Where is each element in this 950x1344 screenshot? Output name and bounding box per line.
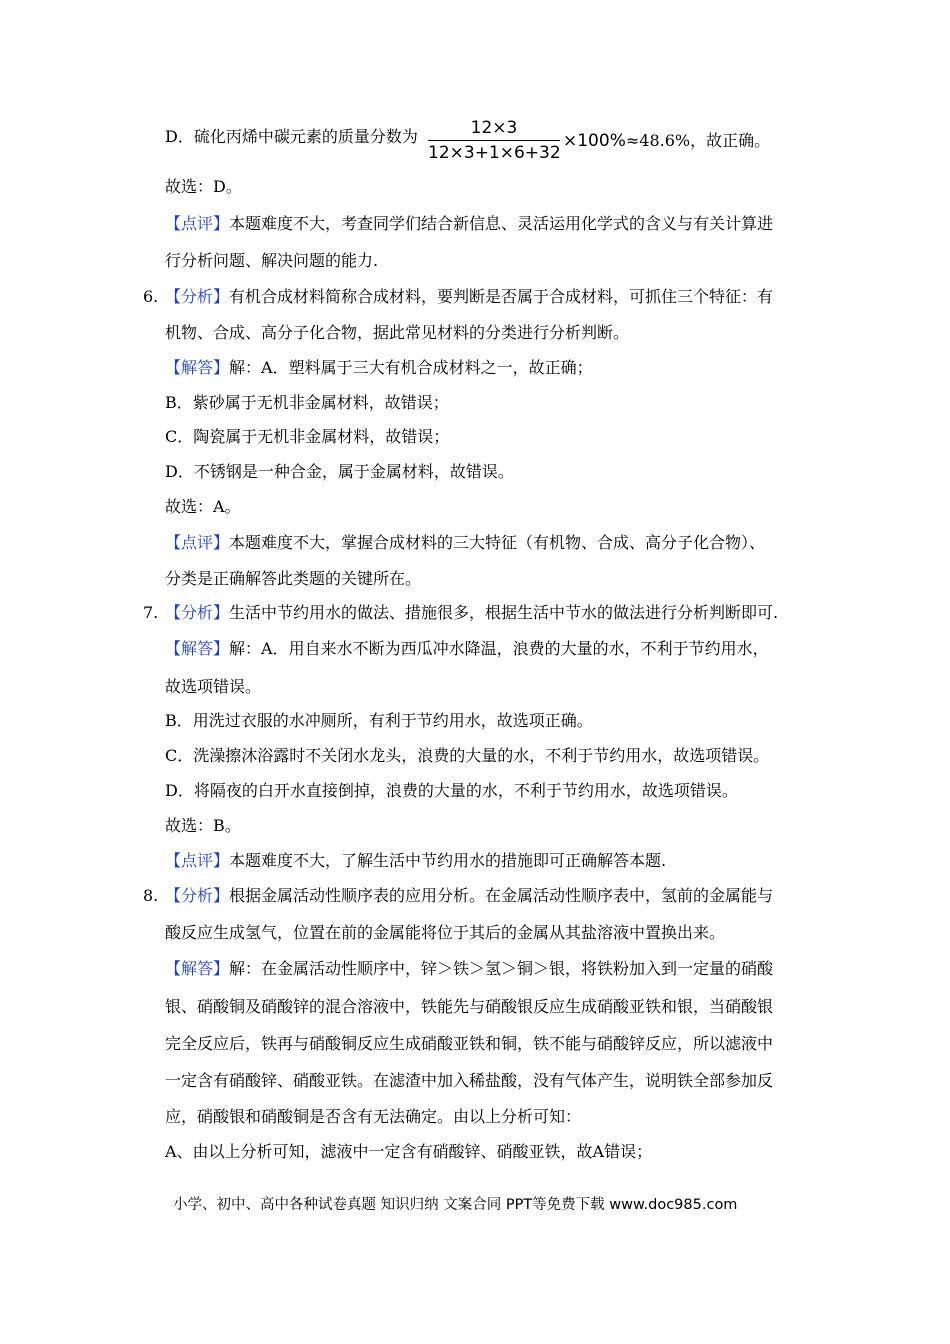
q6-choice: 故选：A。	[165, 497, 241, 516]
review-tag: 【点评】	[165, 851, 230, 870]
review-text: 本题难度不大，了解生活中节约用水的措施即可正确解答本题.	[229, 851, 667, 870]
q6-answer	[165, 358, 593, 378]
q8-answer-cont-2: 完全反应后，铁再与硝酸铜反应生成硝酸亚铁和铜，铁不能与硝酸锌反应，所以滤液中	[165, 1034, 774, 1053]
mass-fraction-formula	[428, 116, 560, 164]
q8-answer-cont-3: 一定含有硝酸锌、硝酸亚铁。在滤渣中加入稀盐酸，没有气体产生，说明铁全部参加反	[165, 1071, 774, 1090]
fraction-denominator: 12×3+1×6+32	[428, 143, 561, 163]
q7-analysis	[165, 603, 778, 623]
q7-answer	[165, 639, 769, 659]
q5-review	[165, 214, 773, 234]
q6-review	[165, 533, 765, 553]
q8-analysis	[165, 886, 773, 906]
q6-option-c: C．陶瓷属于无机非金属材料，故错误；	[165, 427, 450, 446]
percent-times: ×100%	[563, 131, 626, 151]
q7-option-b: B．用洗过衣服的水冲厕所，有利于节约用水，故选项正确。	[165, 711, 593, 730]
question-number-6: 6.	[143, 287, 159, 306]
q8-answer-cont-1: 银、硝酸铜及硝酸锌的混合溶液中，铁能先与硝酸银反应生成硝酸亚铁和银，当硝酸银	[165, 997, 774, 1016]
q6-analysis-cont: 机物、合成、高分子化合物，据此常见材料的分类进行分析判断。	[165, 323, 630, 342]
answer-tag: 【解答】	[165, 358, 230, 377]
q6-review-cont: 分类是正确解答此类题的关键所在。	[165, 569, 422, 588]
answer-tag: 【解答】	[165, 639, 230, 658]
analysis-tag: 【分析】	[165, 886, 230, 905]
answer-text: 解：A．塑料属于三大有机合成材料之一，故正确；	[229, 358, 593, 377]
review-tag: 【点评】	[165, 214, 230, 233]
q6-analysis	[165, 287, 773, 307]
q7-option-d: D．将隔夜的白开水直接倒掉，浪费的大量的水，不利于节约用水，故选项错误。	[165, 781, 738, 800]
review-text: 本题难度不大，考查同学们结合新信息、灵活运用化学式的含义与有关计算进	[229, 214, 774, 233]
q7-choice: 故选：B。	[165, 816, 241, 835]
q5-d-suffix: ≈48.6%，故正确。	[625, 131, 771, 150]
q8-option-a: A、由以上分析可知，滤液中一定含有硝酸锌、硝酸亚铁，故A错误；	[165, 1142, 653, 1161]
question-number-8: 8.	[143, 886, 159, 905]
q8-analysis-cont: 酸反应生成氢气，位置在前的金属能将位于其后的金属从其盐溶液中置换出来。	[165, 923, 726, 942]
answer-text: 解：在金属活动性顺序中，锌＞铁＞氢＞铜＞银，将铁粉加入到一定量的硝酸	[229, 959, 774, 978]
analysis-text: 根据金属活动性顺序表的应用分析。在金属活动性顺序表中，氢前的金属能与	[229, 886, 774, 905]
q7-answer-cont: 故选项错误。	[165, 677, 262, 696]
analysis-tag: 【分析】	[165, 603, 230, 622]
q6-option-b: B．紫砂属于无机非金属材料，故错误；	[165, 393, 449, 412]
fraction-bar	[428, 140, 560, 141]
answer-tag: 【解答】	[165, 959, 230, 978]
q5-d-option	[165, 127, 418, 147]
answer-text: 解：A．用自来水不断为西瓜冲水降温，浪费的大量的水，不利于节约用水，	[229, 639, 769, 658]
q5-d-prefix: D．硫化丙烯中碳元素的质量分数为	[165, 127, 418, 146]
q5-review-cont: 行分析问题、解决问题的能力.	[165, 251, 379, 270]
percent-factor	[563, 128, 770, 151]
review-tag: 【点评】	[165, 533, 230, 552]
q8-answer	[165, 959, 773, 979]
q6-option-d: D．不锈钢是一种合金，属于金属材料，故错误。	[165, 462, 514, 481]
analysis-text: 有机合成材料简称合成材料，要判断是否属于合成材料，可抓住三个特征：有	[229, 287, 774, 306]
q7-option-c: C．洗澡擦沐浴露时不关闭水龙头，浪费的大量的水，不利于节约用水，故选项错误。	[165, 746, 770, 765]
q7-review	[165, 851, 666, 871]
analysis-text: 生活中节约用水的做法、措施很多，根据生活中节水的做法进行分析判断即可.	[229, 603, 779, 622]
question-number-7: 7.	[143, 603, 159, 622]
fraction-numerator: 12×3	[470, 118, 518, 138]
analysis-tag: 【分析】	[165, 287, 230, 306]
review-text: 本题难度不大，掌握合成材料的三大特征（有机物、合成、高分子化合物）、	[229, 533, 766, 552]
q5-choice: 故选：D。	[165, 177, 242, 196]
q8-answer-cont-4: 应，硝酸银和硝酸铜是否含有无法确定。由以上分析可知：	[165, 1107, 582, 1126]
page-footer: 小学、初中、高中各种试卷真题 知识归纳 文案合同 PPT等免费下载 www.doc985.com	[173, 1197, 738, 1213]
